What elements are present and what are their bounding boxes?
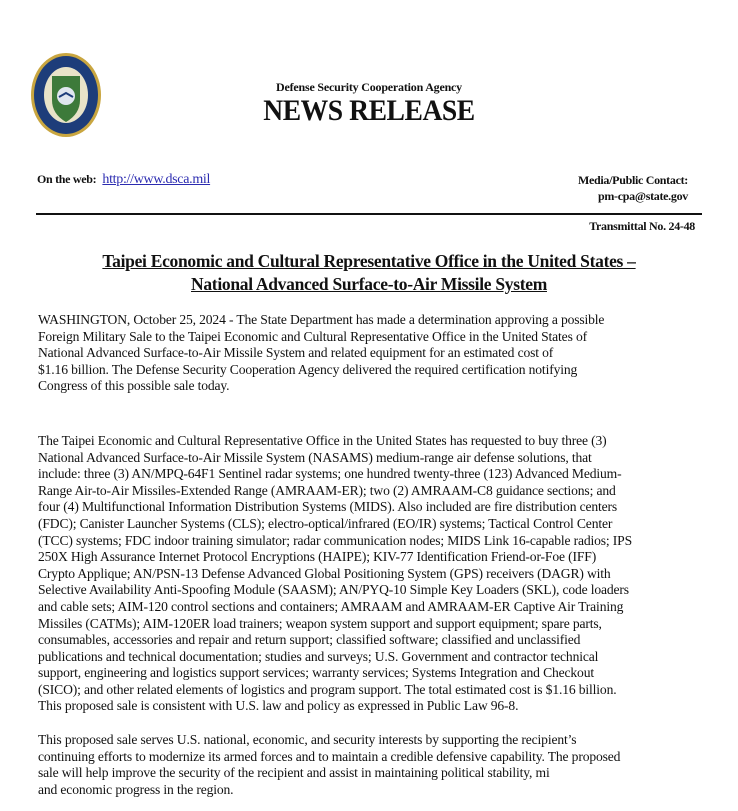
contact-label: Media/Public Contact: [577, 173, 688, 187]
agency-name: Defense Security Cooperation Agency [276, 80, 462, 94]
text-line: (FDC); Canister Launcher Systems (CLS); electro-optical/infrared (EO/IR) systems; Tactical Control Center [38, 515, 613, 531]
text-line: continuing efforts to modernize its armed forces and to maintain a credible defensive capability. The proposed [38, 748, 621, 764]
release-title [0, 250, 738, 296]
text-line: Selective Availability Anti-Spoofing Module (SAASM); AN/PYQ-10 Simple Key Loaders (SKL), code loaders [38, 582, 629, 598]
text-line: support, engineering and logistics support services; warranty services; Systems Integration and Checkout [38, 665, 594, 681]
text-line: $1.16 billion. The Defense Security Cooperation Agency delivered the required certification notifying [38, 361, 578, 377]
text-line: Congress of this possible sale today. [38, 378, 230, 394]
text-line: Missiles (CATMs); AIM-120ER load trainers; weapon system support and support equipment; spare parts, [38, 615, 602, 631]
text-line: four (4) Multifunctional Information Distribution Systems (MIDS). Also included are fire distribution centers [38, 499, 618, 515]
paragraph-request-details [38, 433, 632, 699]
text-line: Range Air-to-Air Missiles-Extended Range (AMRAAM-ER); two (2) AMRAAM-C8 guidance sections; and [38, 482, 616, 498]
text-line: This proposed sale serves U.S. national, economic, and security interests by supporting the recipient’s [38, 732, 577, 747]
text-line: Foreign Military Sale to the Taipei Economic and Cultural Representative Office in the United States of [38, 328, 587, 344]
website-link[interactable]: http://www.dsca.mil [102, 172, 211, 187]
text-line: consumables, accessories and repair and return support; classified software; classified and unclassified [38, 632, 581, 648]
text-line: include: three (3) AN/MPQ-64F1 Sentinel radar systems; one hundred twenty-three (123) Advanced Medium- [38, 466, 622, 482]
text-line: This proposed sale is consistent with U.S. law and policy as expressed in Public Law 96-8. [38, 698, 519, 713]
paragraph-legal-basis [38, 698, 518, 715]
contact-email: pm-cpa@state.gov [597, 189, 688, 203]
media-contact [578, 172, 688, 204]
transmittal-number: Transmittal No. 24-48 [589, 219, 695, 233]
web-label: On the web: [37, 172, 97, 186]
text-line: publications and technical documentation; studies and surveys; U.S. Government and contractor technical [38, 648, 599, 664]
text-line: National Advanced Surface-to-Air Missile System (NASAMS) medium-range air defense solutions, that [38, 449, 592, 465]
text-line: sale will help improve the security of the recipient and assist in maintaining political stability, mi [38, 765, 550, 781]
text-line: and cable sets; AIM-120 control sections and containers; AMRAAM and AMRAAM-ER Captive Air Training [38, 598, 624, 614]
title-line-1: Taipei Economic and Cultural Representative Office in the United States – [102, 251, 636, 271]
text-line: and economic progress in the region. [38, 781, 234, 797]
paragraph-national-interest [38, 732, 620, 798]
text-line: The Taipei Economic and Cultural Representative Office in the United States has requested to buy three (3) [38, 433, 607, 448]
paragraph-announcement [38, 312, 604, 395]
text-line: National Advanced Surface-to-Air Missile System and related equipment for an estimated cost of [38, 345, 554, 361]
header-divider [36, 213, 702, 215]
title-line-2: National Advanced Surface-to-Air Missile System [191, 274, 547, 294]
text-line: (SICO); and other related elements of logistics and program support. The total estimated cost is $1.16 billion. [38, 681, 617, 697]
text-line: 250X High Assurance Internet Protocol Encryptions (HAIPE); KIV-77 Identification Friend-or-Foe (IFF) [38, 549, 597, 565]
document-type-heading: NEWS RELEASE [263, 94, 475, 127]
text-line: (TCC) systems; FDC indoor training simulator; radar communication nodes; MIDS Link 16-capable radios; IPS [38, 532, 632, 548]
text-line: WASHINGTON, October 25, 2024 - The State Department has made a determination approving a possible [38, 312, 605, 327]
text-line: Crypto Applique; AN/PSN-13 Defense Advanced Global Positioning System (GPS) receivers (DAGR) with [38, 565, 611, 581]
web-info [37, 172, 210, 188]
